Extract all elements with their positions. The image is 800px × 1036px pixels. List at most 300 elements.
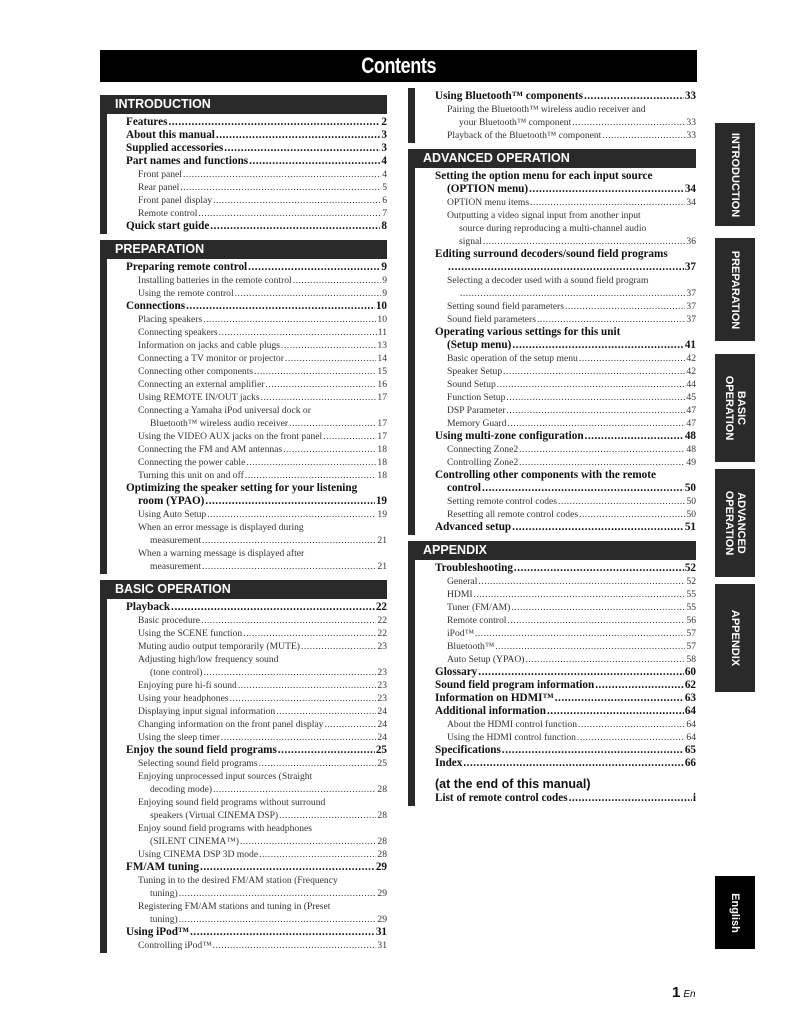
toc-entry-title: Advanced setup xyxy=(435,521,512,533)
toc-entry[interactable] xyxy=(435,792,696,805)
dot-leader xyxy=(249,155,380,168)
toc-page-number: 55 xyxy=(686,602,696,613)
toc-entry[interactable] xyxy=(435,209,696,248)
toc-entry-row xyxy=(138,313,387,326)
toc-entry[interactable] xyxy=(435,352,696,365)
toc-page-number: 4 xyxy=(381,155,387,167)
toc-page-number: 4 xyxy=(382,169,387,180)
toc-entry[interactable] xyxy=(435,601,696,614)
toc-entry[interactable] xyxy=(126,261,387,274)
toc-page-number: 2 xyxy=(381,116,387,128)
toc-entry-title-cont: (OPTION menu) xyxy=(447,183,529,195)
toc-entry-row xyxy=(138,666,387,679)
dot-leader xyxy=(512,521,684,534)
toc-entry[interactable] xyxy=(126,326,387,339)
toc-entry[interactable] xyxy=(126,287,387,300)
toc-entry-row xyxy=(138,194,387,207)
toc-page-number: 65 xyxy=(684,744,696,756)
toc-entry-title: List of remote control codes xyxy=(435,792,568,804)
toc-entry[interactable] xyxy=(126,926,387,939)
toc-entry-row xyxy=(447,731,696,744)
toc-entry[interactable] xyxy=(435,417,696,430)
toc-entry-title: iPod™ xyxy=(447,628,474,639)
toc-entry[interactable] xyxy=(126,861,387,874)
toc-entry[interactable] xyxy=(435,640,696,653)
toc-entry-row xyxy=(126,261,387,274)
toc-entry-row xyxy=(138,181,387,194)
dot-leader xyxy=(246,456,376,469)
toc-entry-title: Enjoying pure hi-fi sound xyxy=(138,680,237,691)
toc-page-number: 17 xyxy=(377,431,387,442)
toc-entry[interactable] xyxy=(435,508,696,521)
toc-entry-row xyxy=(138,705,387,718)
toc-page-number: 42 xyxy=(686,353,696,364)
toc-entry-title: Connecting a TV monitor or projector xyxy=(138,353,284,364)
toc-entry-row xyxy=(435,183,696,196)
dot-leader xyxy=(482,482,684,495)
side-tab-line: ADVANCED xyxy=(735,492,747,554)
toc-page-number: 64 xyxy=(686,732,696,743)
dot-leader xyxy=(238,679,377,692)
toc-entry[interactable] xyxy=(435,495,696,508)
toc-entry-title: Adjusting high/low frequency sound xyxy=(138,654,279,665)
toc-entry-row xyxy=(435,562,696,575)
toc-entry[interactable] xyxy=(435,365,696,378)
toc-entry-row xyxy=(138,378,387,391)
toc-entry-row xyxy=(138,939,387,952)
toc-entry[interactable] xyxy=(126,521,387,547)
toc-page-number: 51 xyxy=(684,521,696,533)
toc-page-number: 50 xyxy=(686,509,696,520)
section-entries xyxy=(408,168,696,535)
side-tab-label xyxy=(723,376,747,441)
toc-left-column xyxy=(100,95,387,953)
toc-entry-title: Setting remote control codes xyxy=(447,496,558,507)
toc-entry[interactable] xyxy=(126,391,387,404)
toc-entry[interactable] xyxy=(435,196,696,209)
side-tab-line: BASIC xyxy=(735,390,747,426)
side-tab-line: OPERATION xyxy=(723,490,735,556)
toc-entry-title: Using the HDMI control function xyxy=(447,732,576,743)
toc-page-number: 33 xyxy=(686,117,696,128)
toc-entry[interactable] xyxy=(435,521,696,534)
dot-leader xyxy=(502,744,684,757)
toc-entry-title: Preparing remote control xyxy=(126,261,248,273)
toc-entry[interactable] xyxy=(435,443,696,456)
dot-leader xyxy=(213,939,377,952)
toc-entry-title: Tuner (FM/AM) xyxy=(447,602,511,613)
toc-entry-title: Sound field program information xyxy=(435,679,595,691)
toc-entry-title: Setting sound field parameters xyxy=(447,301,564,312)
toc-entry-row xyxy=(447,313,696,326)
dot-leader xyxy=(602,129,685,142)
dot-leader xyxy=(497,378,686,391)
toc-entry[interactable] xyxy=(126,679,387,692)
toc-entry[interactable] xyxy=(126,274,387,287)
toc-entry[interactable] xyxy=(126,142,387,155)
toc-page-number: 22 xyxy=(377,615,387,626)
dot-leader xyxy=(180,181,381,194)
dot-leader xyxy=(495,640,685,653)
toc-entry-row xyxy=(447,365,696,378)
toc-entry-title: Using the SCENE function xyxy=(138,628,243,639)
toc-entry[interactable] xyxy=(435,679,696,692)
toc-page-number: 23 xyxy=(377,680,387,691)
language-tab[interactable] xyxy=(715,876,755,949)
toc-page-number: 23 xyxy=(377,693,387,704)
toc-entry[interactable] xyxy=(126,770,387,796)
toc-entry-row xyxy=(138,534,387,547)
side-tab-advanced-operation[interactable] xyxy=(715,469,755,577)
toc-page-number: 28 xyxy=(377,784,387,795)
toc-page-number: 10 xyxy=(377,314,387,325)
toc-entry[interactable] xyxy=(435,575,696,588)
toc-entry[interactable] xyxy=(126,508,387,521)
toc-page-number: 16 xyxy=(377,379,387,390)
dot-leader xyxy=(190,926,375,939)
side-tab-preparation[interactable] xyxy=(715,238,755,341)
toc-entry-row xyxy=(126,601,387,614)
toc-entry-title: Installing batteries in the remote control xyxy=(138,275,292,286)
toc-page-number: 13 xyxy=(377,340,387,351)
toc-entry[interactable] xyxy=(126,482,387,508)
toc-entry[interactable] xyxy=(126,874,387,900)
toc-entry-title: Connections xyxy=(126,300,186,312)
toc-entry[interactable] xyxy=(126,614,387,627)
dot-leader xyxy=(529,183,684,196)
toc-page-number: 58 xyxy=(686,654,696,665)
dot-leader xyxy=(572,116,685,129)
toc-right-column xyxy=(408,88,696,806)
toc-entry[interactable] xyxy=(126,300,387,313)
toc-entry[interactable] xyxy=(126,207,387,220)
dot-leader xyxy=(203,666,376,679)
dot-leader xyxy=(512,339,683,352)
toc-entry-title: Specifications xyxy=(435,744,501,756)
toc-entry[interactable] xyxy=(126,220,387,233)
toc-entry[interactable] xyxy=(126,653,387,679)
toc-page-number: 25 xyxy=(375,744,387,756)
toc-page-number: 37 xyxy=(684,261,696,273)
toc-entry[interactable] xyxy=(435,705,696,718)
side-tab-appendix[interactable] xyxy=(715,584,755,692)
toc-section-continued xyxy=(408,88,696,143)
toc-page-number: 52 xyxy=(686,576,696,587)
toc-page-number: 64 xyxy=(684,705,696,717)
toc-entry[interactable] xyxy=(126,155,387,168)
toc-entry[interactable] xyxy=(126,194,387,207)
toc-entry-row xyxy=(138,365,387,378)
toc-section-preparation xyxy=(100,240,387,574)
side-tab-label: INTRODUCTION xyxy=(729,132,741,217)
toc-entry-title: Selecting a decoder used with a sound field program xyxy=(447,275,649,286)
toc-entry-title: Using the remote control xyxy=(138,288,234,299)
toc-entry[interactable] xyxy=(435,744,696,757)
dot-leader xyxy=(210,220,380,233)
toc-entry[interactable] xyxy=(435,300,696,313)
toc-entry-row xyxy=(126,116,387,129)
section-heading: APPENDIX xyxy=(408,541,696,560)
toc-page-number: 19 xyxy=(377,509,387,520)
toc-page-number: 62 xyxy=(684,679,696,691)
dot-leader xyxy=(254,365,376,378)
toc-entry-row xyxy=(138,835,387,848)
toc-entry[interactable] xyxy=(126,352,387,365)
toc-entry[interactable] xyxy=(435,692,696,705)
dot-leader xyxy=(507,614,685,627)
toc-entry-title: When a warning message is displayed after xyxy=(138,548,305,559)
toc-entry-title-cont: Bluetooth™ wireless audio receiver xyxy=(150,418,289,429)
toc-page-number: 42 xyxy=(686,366,696,377)
dot-leader xyxy=(266,378,377,391)
toc-entry-row xyxy=(138,391,387,404)
toc-entry-title: Using iPod™ xyxy=(126,926,190,938)
toc-entry-row xyxy=(138,692,387,705)
toc-entry[interactable] xyxy=(126,129,387,142)
toc-entry[interactable] xyxy=(435,274,696,300)
toc-page-number: 23 xyxy=(377,641,387,652)
dot-leader xyxy=(243,627,376,640)
dot-leader xyxy=(179,887,377,900)
toc-entry-row xyxy=(138,640,387,653)
toc-entry[interactable] xyxy=(126,796,387,822)
toc-entry[interactable] xyxy=(126,116,387,129)
page-lang-suffix: En xyxy=(683,989,696,1000)
toc-section-introduction xyxy=(100,95,387,234)
toc-page-number: 50 xyxy=(686,496,696,507)
toc-entry-title: Using your headphones xyxy=(138,693,229,704)
toc-page-number: 57 xyxy=(686,641,696,652)
toc-page-number: 48 xyxy=(686,444,696,455)
toc-entry-title: Information on HDMI™ xyxy=(435,692,554,704)
dot-leader xyxy=(168,116,380,129)
dot-leader xyxy=(579,508,685,521)
toc-entry-title: Using Auto Setup xyxy=(138,509,207,520)
toc-entry[interactable] xyxy=(435,666,696,679)
dot-leader xyxy=(283,443,376,456)
toc-entry-row xyxy=(447,300,696,313)
toc-entry-row xyxy=(435,666,696,679)
toc-entry-title: FM/AM tuning xyxy=(126,861,200,873)
toc-entry-row xyxy=(435,692,696,705)
toc-entry[interactable] xyxy=(435,248,696,274)
toc-entry[interactable] xyxy=(126,313,387,326)
toc-page-number: 3 xyxy=(381,142,387,154)
toc-entry[interactable] xyxy=(126,640,387,653)
dot-leader xyxy=(537,313,685,326)
side-tab-basic-operation[interactable] xyxy=(715,354,755,462)
toc-entry[interactable] xyxy=(126,404,387,430)
section-entries xyxy=(100,259,387,574)
toc-entry-title: Using REMOTE IN/OUT jacks xyxy=(138,392,260,403)
toc-entry-title: OPTION menu items xyxy=(447,197,530,208)
toc-entry[interactable] xyxy=(435,588,696,601)
toc-entry[interactable] xyxy=(435,378,696,391)
toc-entry-title: Quick start guide xyxy=(126,220,210,232)
toc-entry[interactable] xyxy=(126,430,387,443)
toc-entry[interactable] xyxy=(126,601,387,614)
toc-entry-title: HDMI xyxy=(447,589,473,600)
toc-entry-title: Enjoying unprocessed input sources (Straight xyxy=(138,771,313,782)
toc-entry-title-cont: measurement xyxy=(150,561,202,572)
toc-page-number: 57 xyxy=(686,628,696,639)
toc-entry-title: Enjoy the sound field programs xyxy=(126,744,277,756)
toc-entry[interactable] xyxy=(126,731,387,744)
dot-leader xyxy=(224,142,380,155)
toc-entry[interactable] xyxy=(126,456,387,469)
section-heading: INTRODUCTION xyxy=(100,95,387,114)
toc-entry[interactable] xyxy=(126,365,387,378)
toc-entry[interactable] xyxy=(435,326,696,352)
dot-leader xyxy=(577,731,685,744)
toc-entry-title-cont: measurement xyxy=(150,535,202,546)
toc-entry-title: Resetting all remote control codes xyxy=(447,509,579,520)
toc-page-number: 24 xyxy=(377,706,387,717)
toc-entry[interactable] xyxy=(435,562,696,575)
toc-entry-row xyxy=(447,718,696,731)
dot-leader xyxy=(511,601,685,614)
toc-entry-title: Displaying input signal information xyxy=(138,706,276,717)
dot-leader xyxy=(475,627,685,640)
toc-entry[interactable] xyxy=(435,731,696,744)
toc-entry[interactable] xyxy=(126,744,387,757)
toc-entry-row xyxy=(138,469,387,482)
dot-leader xyxy=(276,705,376,718)
toc-entry-title: Using CINEMA DSP 3D mode xyxy=(138,849,259,860)
side-tab-introduction[interactable] xyxy=(715,123,755,226)
toc-entry-row xyxy=(138,168,387,181)
toc-entry-title: Connecting the power cable xyxy=(138,457,246,468)
toc-entry-row xyxy=(447,129,696,142)
toc-page-number: 63 xyxy=(684,692,696,704)
dot-leader xyxy=(186,300,375,313)
toc-page-number: 47 xyxy=(686,418,696,429)
toc-entry[interactable] xyxy=(435,653,696,666)
toc-entry-title: Registering FM/AM stations and tuning in (Preset xyxy=(138,901,331,912)
side-tab-label: PREPARATION xyxy=(729,250,741,329)
toc-entry[interactable] xyxy=(435,456,696,469)
toc-entry-title: Bluetooth™ xyxy=(447,641,495,652)
toc-page-number: 33 xyxy=(686,130,696,141)
toc-entry-row xyxy=(126,495,387,508)
dot-leader xyxy=(474,588,686,601)
toc-entry-title: General xyxy=(447,576,478,587)
toc-entry[interactable] xyxy=(435,90,696,103)
toc-entry-row xyxy=(435,482,696,495)
toc-entry[interactable] xyxy=(435,391,696,404)
toc-page-number: 64 xyxy=(686,719,696,730)
toc-entry-row xyxy=(447,614,696,627)
dot-leader xyxy=(565,300,685,313)
toc-entry-title: Controlling Zone2 xyxy=(447,457,519,468)
toc-section-basic-operation xyxy=(100,580,387,953)
toc-entry-title: Tuning in to the desired FM/AM station (Frequency xyxy=(138,875,338,886)
toc-entry-title-cont: speakers (Virtual CINEMA DSP) xyxy=(150,810,279,821)
dot-leader xyxy=(171,601,375,614)
toc-entry-title: Connecting other components xyxy=(138,366,254,377)
toc-entry-title: Part names and functions xyxy=(126,155,249,167)
toc-page-number: 24 xyxy=(377,732,387,743)
toc-entry-row xyxy=(138,207,387,220)
toc-entry-title: Basic procedure xyxy=(138,615,201,626)
toc-entry-title: Enjoy sound field programs with headphones xyxy=(138,823,312,834)
toc-entry[interactable] xyxy=(435,404,696,417)
toc-entry-title: Using the VIDEO AUX jacks on the front panel xyxy=(138,431,323,442)
dot-leader xyxy=(285,352,376,365)
side-tab-label xyxy=(723,491,747,556)
toc-entry[interactable] xyxy=(126,757,387,770)
toc-entry[interactable] xyxy=(126,848,387,861)
toc-entry[interactable] xyxy=(435,103,696,129)
toc-entry[interactable] xyxy=(435,627,696,640)
toc-entry-title: Additional information xyxy=(435,705,546,717)
toc-page-number: 36 xyxy=(686,236,696,247)
toc-entry[interactable] xyxy=(126,378,387,391)
page-title-bar xyxy=(100,50,697,82)
toc-entry-title: Controlling iPod™ xyxy=(138,940,212,951)
toc-entry-row xyxy=(126,300,387,313)
toc-entry[interactable] xyxy=(126,692,387,705)
dot-leader xyxy=(259,848,376,861)
toc-page-number: 41 xyxy=(684,339,696,351)
toc-entry[interactable] xyxy=(126,822,387,848)
toc-entry[interactable] xyxy=(126,469,387,482)
toc-entry-row xyxy=(435,521,696,534)
toc-entry[interactable] xyxy=(435,129,696,142)
toc-entry[interactable] xyxy=(435,614,696,627)
toc-entry[interactable] xyxy=(126,181,387,194)
toc-entry-row xyxy=(138,887,387,900)
dot-leader xyxy=(279,809,376,822)
toc-entry-title: DSP Parameter xyxy=(447,405,506,416)
dot-leader xyxy=(558,495,685,508)
dot-leader xyxy=(293,274,381,287)
section-heading: PREPARATION xyxy=(100,240,387,259)
toc-entry[interactable] xyxy=(126,547,387,573)
toc-page-number: 50 xyxy=(684,482,696,494)
toc-page-number: 52 xyxy=(684,562,696,574)
side-tab-label: APPENDIX xyxy=(729,609,741,667)
toc-entry[interactable] xyxy=(126,718,387,731)
toc-entry[interactable] xyxy=(126,900,387,926)
dot-leader xyxy=(179,913,377,926)
toc-entry[interactable] xyxy=(126,168,387,181)
toc-entry[interactable] xyxy=(435,718,696,731)
toc-page-number: 55 xyxy=(686,589,696,600)
toc-entry[interactable] xyxy=(126,627,387,640)
toc-entry[interactable] xyxy=(435,430,696,443)
toc-entry[interactable] xyxy=(126,339,387,352)
toc-entry-row xyxy=(447,391,696,404)
section-heading: ADVANCED OPERATION xyxy=(408,149,696,168)
toc-entry[interactable] xyxy=(126,705,387,718)
toc-entry-row xyxy=(435,705,696,718)
toc-entry-title: Connecting the FM and AM antennas xyxy=(138,444,283,455)
toc-entry[interactable] xyxy=(126,443,387,456)
toc-page-number: 14 xyxy=(377,353,387,364)
toc-page-number: 28 xyxy=(377,836,387,847)
toc-entry[interactable] xyxy=(435,313,696,326)
toc-entry-title: Speaker Setup xyxy=(447,366,503,377)
toc-entry-title: Glossary xyxy=(435,666,478,678)
toc-page-number: 17 xyxy=(377,418,387,429)
toc-entry[interactable] xyxy=(435,757,696,770)
toc-page-number: 5 xyxy=(382,182,387,193)
toc-entry[interactable] xyxy=(435,170,696,196)
toc-entry[interactable] xyxy=(126,939,387,952)
toc-entry[interactable] xyxy=(435,469,696,495)
toc-entry-title-cont: (Setup menu) xyxy=(447,339,512,351)
